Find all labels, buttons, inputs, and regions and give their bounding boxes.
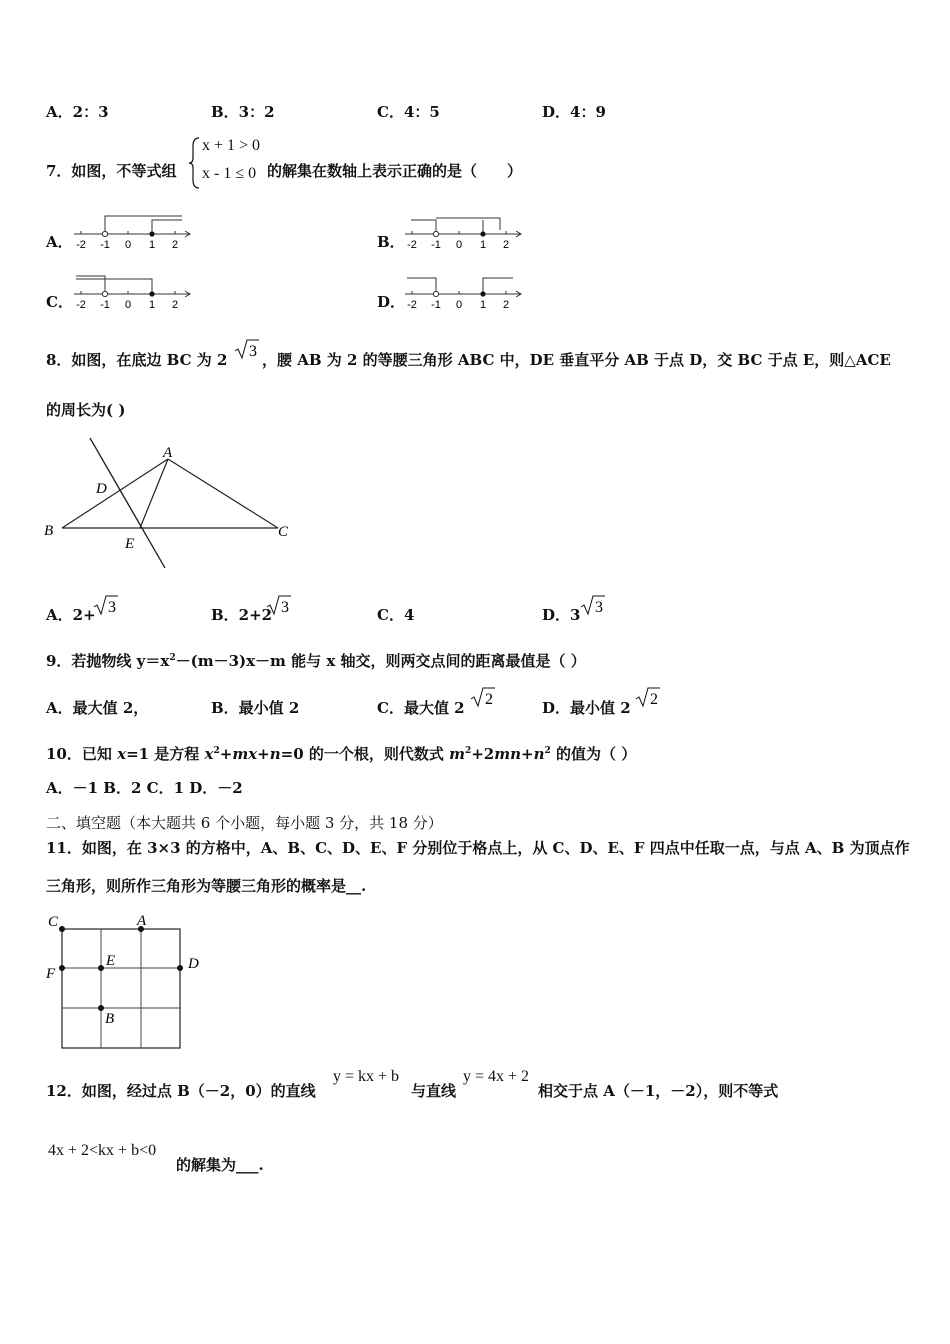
exponent: 2 — [544, 746, 551, 756]
q9-exponent: 2 — [169, 653, 176, 663]
q8-option-c: C．4 — [377, 606, 415, 624]
text: + — [257, 745, 270, 763]
sqrt-symbol — [470, 686, 496, 710]
q7-ineq2: x - 1 ≤ 0 — [202, 165, 257, 182]
tick-label: 0 — [455, 299, 463, 311]
tick-label: -2 — [76, 299, 86, 311]
q10-stem — [46, 744, 636, 764]
tick-label: 1 — [148, 239, 156, 251]
q10-options: A．－1 B．2 C．1 D．－2 — [46, 779, 243, 797]
label-a: A — [137, 913, 147, 929]
tick-label: 0 — [124, 239, 132, 251]
text: =1 是方程 — [126, 745, 205, 763]
q8-stem-part2: ，腰 AB 为 2 的等腰三角形 ABC 中，DE 垂直平分 AB 于点 D，交 BC 于点 E，则△ACE — [262, 351, 891, 369]
q6-option-c: C．4：5 — [377, 103, 440, 121]
label-f: F — [46, 966, 56, 982]
text: + — [219, 745, 233, 763]
q9-option-c: C．最大值 2 — [377, 699, 465, 717]
var-m: m — [449, 745, 465, 763]
label-d: D — [96, 481, 107, 497]
segment-ae — [140, 459, 168, 528]
text: 的值为（ ） — [550, 745, 637, 763]
tick-label: -1 — [431, 299, 441, 311]
sqrt-radicand: 3 — [281, 599, 289, 616]
tick-label: -1 — [100, 299, 110, 311]
sqrt-radicand: 3 — [595, 599, 603, 616]
q7-option-a: A． — [46, 233, 73, 251]
q7-option-c: C． — [46, 293, 73, 311]
var-mx: mx — [232, 745, 258, 763]
sqrt-symbol — [93, 594, 119, 618]
q9-stem-b: －(m－3)x－m 能与 x 轴交，则两交点间的距离最值是（ ） — [175, 652, 586, 670]
tick-label: -2 — [407, 299, 417, 311]
q9-option-d: D．最小值 2 — [542, 699, 631, 717]
var-x: x — [117, 745, 127, 763]
tick-label: 2 — [171, 239, 179, 251]
sqrt-radicand: 3 — [108, 599, 116, 616]
q12-stem-part1: 12．如图，经过点 B（－2，0）的直线 — [46, 1082, 316, 1100]
var-mn: mn — [494, 745, 522, 763]
q8-stem-line2: 的周长为( ) — [46, 401, 126, 419]
q12-stem-part2: 与直线 — [411, 1082, 457, 1100]
q6-option-a: A．2：3 — [46, 103, 109, 121]
sqrt-radicand: 2 — [485, 691, 493, 708]
tick-label: 2 — [171, 299, 179, 311]
text: + — [521, 745, 534, 763]
q7-number: 7．如图，不等式组 — [46, 162, 177, 180]
label-b: B — [105, 1011, 115, 1027]
q12-eq1: y = kx + b — [333, 1068, 400, 1085]
tick-label: 0 — [455, 239, 463, 251]
var-x: x — [204, 745, 214, 763]
label-d: D — [188, 956, 199, 972]
q8-stem-part1: 8．如图，在底边 BC 为 2 — [46, 351, 228, 369]
q9-stem-a: 9．若抛物线 y＝x — [46, 652, 170, 670]
q8-option-d: D．3 — [542, 606, 581, 624]
q8-triangle-figure — [40, 438, 298, 574]
q12-eq2: y = 4x + 2 — [463, 1068, 530, 1085]
q12-stem-part4: 的解集为___. — [176, 1156, 264, 1174]
point-e — [98, 965, 104, 971]
tick-label: 1 — [148, 299, 156, 311]
q7-brace — [189, 136, 201, 190]
text: +2 — [471, 745, 495, 763]
text: =0 的一个根，则代数式 — [280, 745, 450, 763]
q7-numberline-b — [403, 210, 525, 254]
sqrt-radicand: 3 — [249, 343, 257, 360]
q7-option-d: D． — [377, 293, 406, 311]
q9-stem — [46, 651, 586, 671]
sqrt-symbol — [266, 594, 292, 618]
exponent: 2 — [464, 746, 472, 756]
sqrt-radicand: 2 — [650, 691, 658, 708]
label-c: C — [278, 524, 289, 540]
q7-ineq1: x + 1 > 0 — [202, 137, 261, 154]
text: 10．已知 — [46, 745, 118, 763]
q6-option-b: B．3：2 — [211, 103, 275, 121]
point-f — [59, 965, 65, 971]
exponent: 2 — [213, 746, 220, 756]
label-e: E — [106, 953, 116, 969]
q8-option-b: B．2+2 — [211, 606, 273, 624]
var-n: n — [533, 745, 545, 763]
q7-numberline-a — [72, 210, 194, 254]
sqrt-symbol — [234, 338, 260, 362]
point-b — [98, 1005, 104, 1011]
sqrt-symbol — [580, 594, 606, 618]
q7-option-b: B． — [377, 233, 405, 251]
segment-ac — [168, 459, 278, 528]
tick-label: 0 — [124, 299, 132, 311]
point-c — [59, 926, 65, 932]
q7-numberline-c — [72, 270, 194, 314]
q12-stem-part3: 相交于点 A（－1，－2），则不等式 — [538, 1082, 779, 1100]
q7-stem-tail: 的解集在数轴上表示正确的是（ ） — [267, 162, 523, 180]
label-c: C — [48, 914, 59, 930]
tick-label: -2 — [407, 239, 417, 251]
tick-label: 1 — [479, 239, 487, 251]
q8-option-a: A．2+ — [46, 606, 96, 624]
q9-option-a: A．最大值 2， — [46, 699, 149, 717]
segment-ba — [62, 459, 168, 528]
tick-label: 2 — [502, 239, 510, 251]
label-b: B — [44, 523, 54, 539]
tick-label: -1 — [431, 239, 441, 251]
sqrt-symbol — [635, 686, 661, 710]
point-d — [177, 965, 183, 971]
section-heading: 二、填空题（本大题共 6 个小题，每小题 3 分，共 18 分） — [46, 814, 443, 832]
q9-option-b: B．最小值 2 — [211, 699, 300, 717]
q7-numberline-d — [403, 270, 525, 314]
q12-inequality: 4x + 2<kx + b<0 — [48, 1142, 157, 1159]
q6-option-d: D．4：9 — [542, 103, 606, 121]
q11-grid-figure — [40, 908, 210, 1053]
var-n: n — [269, 745, 281, 763]
tick-label: 1 — [479, 299, 487, 311]
label-a: A — [163, 445, 173, 461]
tick-label: 2 — [502, 299, 510, 311]
q11-stem-line2: 三角形，则所作三角形为等腰三角形的概率是__. — [46, 877, 367, 895]
tick-label: -1 — [100, 239, 110, 251]
tick-label: -2 — [76, 239, 86, 251]
label-e: E — [125, 536, 135, 552]
q11-stem-line1: 11．如图，在 3×3 的方格中，A、B、C、D、E、F 分别位于格点上，从 C、D、E、F 四点中任取一点，与点 A、B 为顶点作 — [46, 839, 910, 857]
